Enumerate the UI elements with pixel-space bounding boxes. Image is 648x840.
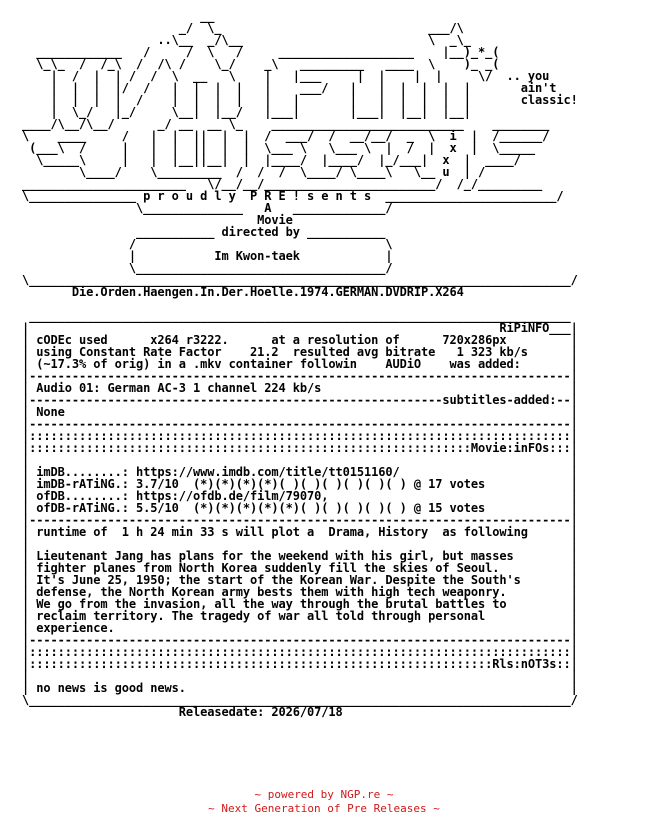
footer bbox=[0, 788, 648, 816]
footer-powered-by: ~ powered by NGP.re ~ bbox=[254, 788, 394, 801]
footer-tagline: ~ Next Generation of Pre Releases ~ bbox=[208, 802, 440, 815]
nfo-document: __ _/ \_ ___/\ ..\__ _/\__ \ _\_ ____________ / / \ / ___________________ |__)_*_( \_\_ / /_\ / /\ / \_/ _\ _________ ____ \ )_ _( | / | | / / \ __ \ | |___ | | | | \/ .. you | | | |/ / | | | | | ___/ | | | | | | ain't | | | | / | | | | | | | | | | | | classic! | \_/ |_/ \__| |__/ |___| |___| |__| |__| ____/\__/\__/ _/ __ __ \_ ___________________________ ________ \ ____ / | | || | | / ___/ / __/__/ _ \ i | /______/ (___\ / | | | || | | \___ \ \___ \ | / | x | \_____ \_____\ | | |__||__| | |____/ |____/ |_/___| x | ____/ \____/ \_________ / / / \____/ \____\ \__ u | / _______________________ \/__/__/________________________/ /_/_________ \_______________ p r o u d l y P R E ! s e n t s ________________________/ \______________ A _____________/ Movie ___________ directed by ___________ / \ | Im Kwon-taek | \___________________________________/ \____________________________________________________________________________/ Die.Orden.Haengen.In.Der.Hoelle.1974.GERMAN.DVDRIP.X264 ____________________________________________________________________________ | RiPiNFO___| | cODEc used x264 r3222. at a resolution of 720x286px | | using Constant Rate Factor 21.2 resulted avg bitrate 1 323 kb/s | | (~17.3% of orig) in a .mkv container followin AUDiO was added: | |----------------------------------------------------------------------------| | Audio 01: German AC-3 1 channel 224 kb/s | |----------------------------------------------------------subtitles-added:--| | None | |----------------------------------------------------------------------------| |::::::::::::::::::::::::::::::::::::::::::::::::::::::::::::::::::::::::::::| |::::::::::::::::::::::::::::::::::::::::::::::::::::::::::::::Movie:inFOs:::| | | | imDB........: https://www.imdb.com/title/tt0151160/ | | imDB-rATiNG.: 3.7/10 (*)(*)(*)(*)( )( )( )( )( )( ) @ 17 votes | | ofDB........: https://ofdb.de/film/79070, | | ofDB-rATiNG.: 5.5/10 (*)(*)(*)(*)(*)( )( )( )( )( ) @ 15 votes | |----------------------------------------------------------------------------| | runtime of 1 h 24 min 33 s will plot a Drama, History as following | | | | Lieutenant Jang has plans for the weekend with his girl, but masses | | fighter planes from North Korea suddenly fill the skies of Seoul. | | It's June 25, 1950; the start of the Korean War. Despite the South's | | defense, the North Korean army bests them with high tech weaponry. | | We go from the invasion, all the way through the brutal battles to | | reclaim territory. The tragedy of war all told through personal | | experience. | |----------------------------------------------------------------------------| |::::::::::::::::::::::::::::::::::::::::::::::::::::::::::::::::::::::::::::| |:::::::::::::::::::::::::::::::::::::::::::::::::::::::::::::::::Rls:nOT3s::| | | | no news is good news. | \____________________________________________________________________________/ Releasedate: 2026/07/18 bbox=[22, 9, 578, 719]
